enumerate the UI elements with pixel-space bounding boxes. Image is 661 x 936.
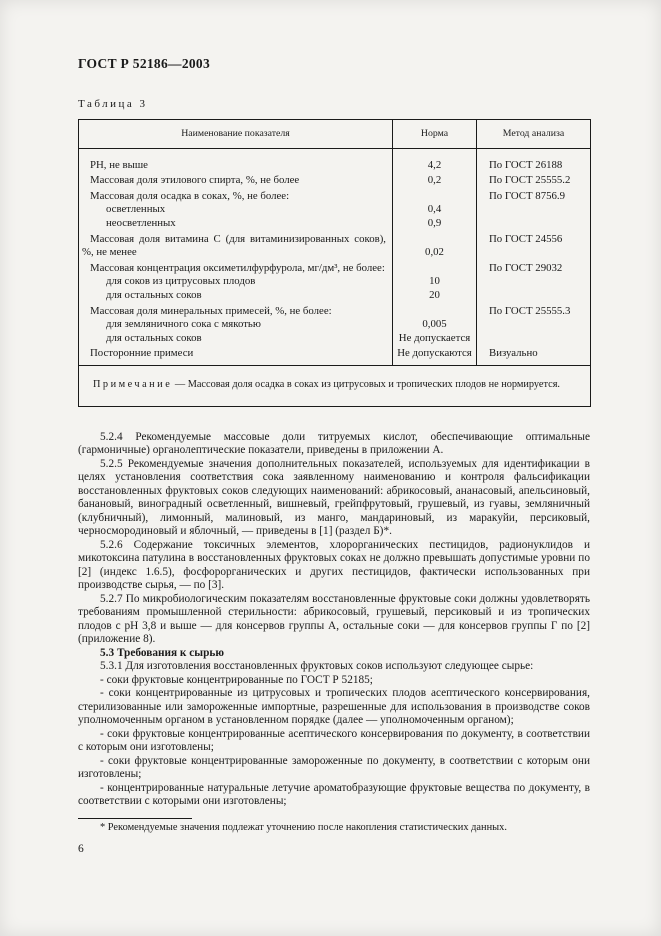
norm-value-cell: 0,9 [393,217,477,231]
table-row [79,172,591,188]
norm-value-cell [393,303,477,319]
table-note-row [79,365,591,406]
method-cell: По ГОСТ 26188 [489,158,563,171]
norm-value-cell: Не допускаются [393,345,477,361]
method-cell [477,217,591,231]
body-text [78,431,590,809]
norm-value-cell: 20 [393,289,477,303]
indicator-name-cell: Массовая доля этилового спирта, %, не более [79,172,393,188]
table-row [79,332,591,346]
indicator-name-cell: для остальных соков [79,289,393,303]
paragraph-5-3-1: 5.3.1 Для изготовления восстановленных фруктовых соков используют следующее сырье: [100,660,534,672]
table-row [79,275,591,289]
indicator-name-cell: Посторонние примеси [79,345,393,361]
table-header-row [79,120,591,149]
page-content [78,56,590,855]
column-header-method: Метод анализа [477,120,591,149]
list-item: - соки фруктовые концентрированные по ГОСТ Р 52185; [100,673,373,686]
indicator-name-cell: Массовая концентрация оксиметилфурфурола, мг/дм³, не более: [79,260,393,276]
table-row [79,303,591,319]
table-row [79,217,591,231]
list-item: - концентрированные натуральные летучие ароматобразующие фруктовые вещества по документу, в соответствии с которыми они изготовлены; [78,781,590,807]
indicator-name-cell: Массовая доля осадка в соках, %, не более: [79,188,393,204]
table-caption: Таблица 3 [78,98,148,110]
paragraph-5-2-6: 5.2.6 Содержание токсичных элементов, хлорорганических пестицидов, радионуклидов и микотоксина патулина в восстановленных фруктовых соках не должно превышать допустимые уровни по [2] (индекс 1.6.5), фосфорорганических и других пестицидов, фактически использованных при производстве сырья, — по [3]. [78,538,590,591]
heading-5-3: 5.3 Требования к сырью [100,646,224,659]
method-cell: Визуально [489,347,538,360]
norm-value-cell [393,260,477,276]
page-number: 6 [78,842,84,855]
specification-table [78,119,591,407]
norm-value-cell: 10 [393,275,477,289]
norm-value-cell: 0,02 [393,231,477,260]
paragraph-5-2-7: 5.2.7 По микробиологическим показателям восстановленные фруктовые соки должны удовлетворять требованиям промышленной стерильности: абрикосовый, грушевый, персиковый и из тропических плодов с рН 3,8 и выше — для консервов группы А, остальные соки — для консервов группы Г по [2] (приложение 8). [78,592,590,645]
footnote-text: * Рекомендуемые значения подлежат уточнению после накопления статистических данных. [100,821,507,833]
footnote-divider [78,818,192,819]
method-cell [477,289,591,303]
indicator-name-cell: РН, не выше [79,148,393,172]
table-row [79,289,591,303]
list-item: - соки концентрированные из цитрусовых и тропических плодов асептического консервирования, стерилизованные или замороженные импортные, разрешенные для использования в производстве соков уполномоченным органом в установленном порядке (далее — уполномоченным органом); [78,687,590,726]
norm-value-cell [393,188,477,204]
indicator-name-cell: Массовая доля витамина С (для витаминизированных соков), %, не менее [79,231,393,260]
table-row [79,203,591,217]
method-cell [477,275,591,289]
table-row [79,148,591,172]
method-cell [477,203,591,217]
method-cell: По ГОСТ 8756.9 [489,189,565,202]
note-text: — Массовая доля осадка в соках из цитрусовых и тропических плодов не нормируется. [172,378,561,390]
indicator-name-cell: для остальных соков [79,332,393,346]
norm-value-cell: 0,005 [393,318,477,332]
table-row [79,345,591,361]
norm-value-cell: 0,4 [393,203,477,217]
indicator-name-cell: неосветленных [79,217,393,231]
table-row [79,260,591,276]
table-row [79,188,591,204]
column-header-norm: Норма [393,120,477,149]
indicator-name-cell: осветленных [79,203,393,217]
list-item: - соки фруктовые концентрированные асептического консервирования по документу, в соответствии с которым они изготовлены; [78,727,590,753]
method-cell: По ГОСТ 24556 [489,232,563,245]
norm-value-cell: Не допускается [393,332,477,346]
paragraph-5-2-5: 5.2.5 Рекомендуемые значения дополнительных показателей, используемых для идентификации в целях установления соответствия сока заявленному наименованию и контроля фальсификации восстановленных фруктовых соков следующих наименований: абрикосовый, ананасовый, апельсиновый, банановый, виноградный осветленный, вишневый, грейпфрутовый, грушевый, из гуавы, земляничный (клубничный), лимонный, малиновый, из манго, мандариновый, из маракуйи, персиковый, черносмородиновый и яблочный, — приведены в [1] (раздел Б)*. [78,457,590,537]
column-header-indicator: Наименование показателя [79,120,393,149]
method-cell: По ГОСТ 29032 [489,261,563,274]
norm-value-cell: 0,2 [393,172,477,188]
method-cell: По ГОСТ 25555.3 [489,304,571,317]
indicator-name-cell: Массовая доля минеральных примесей, %, не более: [79,303,393,319]
list-item: - соки фруктовые концентрированные замороженные по документу, в соответствии с которым они изготовлены; [78,754,590,780]
table-row [79,231,591,260]
indicator-name-cell: для земляничного сока с мякотью [79,318,393,332]
norm-value-cell: 4,2 [393,148,477,172]
note-label: Примечание [93,378,173,390]
indicator-name-cell: для соков из цитрусовых плодов [79,275,393,289]
table-note [79,365,591,406]
paragraph-5-2-4: 5.2.4 Рекомендуемые массовые доли титруемых кислот, обеспечивающие оптимальные (гармоничные) органолептические показатели, приведены в приложении А. [78,430,590,456]
table-row [79,318,591,332]
method-cell: По ГОСТ 25555.2 [489,174,571,187]
method-cell [477,318,591,332]
method-cell [477,332,591,346]
footnote-block [78,818,590,834]
standard-reference: ГОСТ Р 52186—2003 [78,56,211,71]
